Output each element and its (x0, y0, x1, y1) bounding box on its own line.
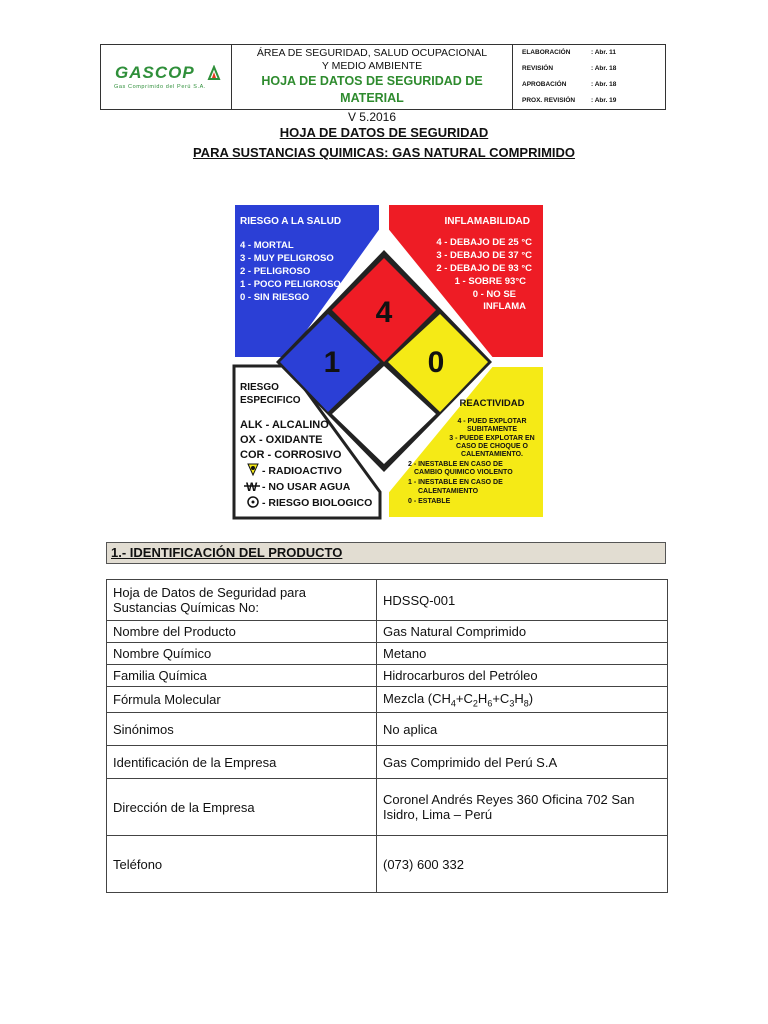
fire-title: INFLAMABILIDAD (444, 216, 530, 227)
row-label: Fórmula Molecular (107, 687, 377, 713)
react-item: 0 - ESTABLE (408, 498, 451, 505)
fire-item: 3 - DEBAJO DE 37 °C (436, 250, 532, 261)
row-label: Nombre del Producto (107, 621, 377, 643)
react-item: CAMBIO QUIMICO VIOLENTO (414, 469, 513, 476)
row-label: Teléfono (107, 836, 377, 893)
table-row (107, 836, 668, 893)
health-item: 3 - MUY PELIGROSO (240, 253, 334, 264)
special-icon-item: - RADIOACTIVO (262, 465, 342, 477)
health-item: 4 - MORTAL (240, 240, 294, 251)
react-item: CASO DE CHOQUE O (456, 443, 528, 450)
row-label: Dirección de la Empresa (107, 779, 377, 836)
document-header (100, 44, 666, 124)
row-value: Gas Comprimido del Perú S.A (377, 746, 668, 779)
fire-item: 1 - SOBRE 93°C (454, 276, 526, 287)
page-title-1: HOJA DE DATOS DE SEGURIDAD (279, 125, 489, 140)
row-value: Metano (377, 643, 668, 665)
company-logo (101, 45, 232, 109)
product-identification-table (106, 579, 668, 893)
react-title: REACTIVIDAD (459, 398, 525, 409)
row-value: Coronel Andrés Reyes 360 Oficina 702 San Isidro, Lima – Perú (377, 779, 668, 836)
table-row (107, 687, 668, 713)
formula-part: H (477, 690, 488, 706)
meta-row (513, 77, 665, 93)
formula-sub: 8 (523, 698, 529, 709)
section-1-title: 1.- IDENTIFICACIÓN DEL PRODUCTO (111, 545, 343, 560)
area-line-1: ÁREA DE SEGURIDAD, SALUD OCUPACIONAL (256, 47, 488, 59)
react-item: SUBITAMENTE (466, 426, 518, 433)
formula-part: H (514, 690, 524, 706)
logo-tagline: Gas Comprimido del Perú S.A. (114, 84, 206, 90)
doc-version: V 5.2016 (347, 110, 397, 124)
section-1-header (106, 542, 666, 564)
row-value: HDSSQ-001 (377, 580, 668, 621)
formula-part: ) (528, 690, 534, 706)
table-row (107, 580, 668, 621)
table-row (107, 779, 668, 836)
table-row (107, 621, 668, 643)
fire-item: 0 - NO SE (472, 289, 516, 300)
react-item: CALENTAMIENTO. (461, 451, 523, 458)
row-value: Hidrocarburos del Petróleo (377, 665, 668, 687)
special-item: COR - CORROSIVO (240, 449, 342, 461)
meta-label: REVISIÓN (522, 65, 554, 72)
formula-part: Mezcla (CH (383, 690, 451, 706)
react-item: CALENTAMIENTO (418, 488, 479, 495)
table-row (107, 643, 668, 665)
special-icon-item: - RIESGO BIOLOGICO (262, 497, 373, 509)
health-item: 1 - POCO PELIGROSO (240, 279, 341, 290)
area-line-2: Y MEDIO AMBIENTE (321, 60, 423, 72)
special-icon-item: - NO USAR AGUA (262, 481, 351, 493)
health-item: 0 - SIN RIESGO (240, 292, 310, 303)
react-item: 4 - PUED EXPLOTAR (457, 418, 527, 425)
doc-title: HOJA DE DATOS DE SEGURIDAD DE MATERIAL (261, 74, 483, 105)
react-item: 3 - PUEDE EXPLOTAR EN (449, 435, 535, 442)
special-title-2: ESPECIFICO (240, 395, 301, 406)
meta-row (513, 45, 665, 61)
reactivity-rating: 0 (427, 346, 445, 379)
fire-rating: 4 (375, 296, 393, 329)
health-title: RIESGO A LA SALUD (240, 216, 342, 227)
meta-label: ELABORACIÓN (522, 49, 571, 56)
formula-part: +C (492, 690, 510, 706)
meta-label: APROBACIÓN (522, 81, 567, 88)
special-item: ALK - ALCALINO (240, 419, 329, 431)
special-title-1: RIESGO (240, 382, 279, 393)
formula-sub: 6 (487, 698, 493, 709)
svg-text:W: W (246, 480, 258, 494)
formula-part: +C (455, 690, 473, 706)
special-item: OX - OXIDANTE (240, 434, 323, 446)
meta-row (513, 93, 665, 109)
react-item: 2 - INESTABLE EN CASO DE (408, 461, 503, 468)
row-value: (073) 600 332 (377, 836, 668, 893)
row-label: Sinónimos (107, 713, 377, 746)
react-item: 1 - INESTABLE EN CASO DE (408, 479, 503, 486)
health-rating: 1 (323, 346, 341, 379)
meta-row (513, 61, 665, 77)
meta-value: : Abr. 11 (591, 49, 617, 56)
row-label: Hoja de Datos de Seguridad para Sustancias Químicas No: (107, 580, 377, 621)
flame-icon (207, 65, 221, 81)
formula-value (377, 687, 668, 713)
formula-sub: 4 (450, 698, 456, 709)
fire-item: INFLAMA (483, 301, 526, 312)
formula-sub: 2 (472, 698, 478, 709)
formula-sub: 3 (509, 698, 515, 709)
table-row (107, 713, 668, 746)
row-value: No aplica (377, 713, 668, 746)
fire-item: 2 - DEBAJO DE 93 °C (436, 263, 532, 274)
table-row (107, 746, 668, 779)
health-item: 2 - PELIGROSO (240, 266, 311, 277)
fire-item: 4 - DEBAJO DE 25 °C (436, 237, 532, 248)
header-meta (513, 45, 665, 109)
meta-label: PROX. REVISIÓN (522, 97, 576, 104)
nfpa-diamond-figure (230, 200, 548, 522)
row-label: Nombre Químico (107, 643, 377, 665)
meta-value: : Abr. 19 (591, 97, 617, 104)
table-row (107, 665, 668, 687)
logo-name: GASCOP (115, 63, 195, 82)
meta-value: : Abr. 18 (591, 65, 617, 72)
row-label: Familia Química (107, 665, 377, 687)
row-label: Identificación de la Empresa (107, 746, 377, 779)
header-center (232, 45, 513, 124)
row-value: Gas Natural Comprimido (377, 621, 668, 643)
meta-value: : Abr. 18 (591, 81, 617, 88)
page-title-2: PARA SUSTANCIAS QUIMICAS: GAS NATURAL COMPRIMIDO (192, 145, 576, 160)
